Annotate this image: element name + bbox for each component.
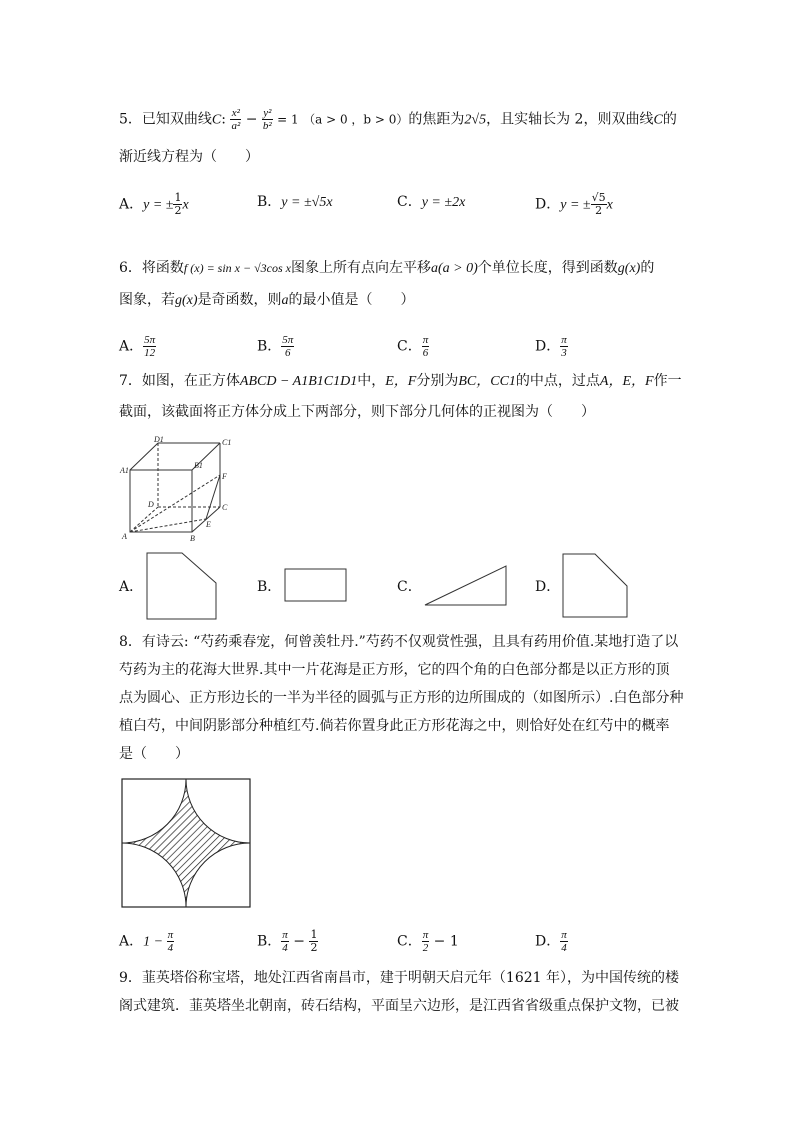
q5-option-c: C．y = ±2x [397,194,466,210]
cube-figure [118,435,238,545]
q5-option-d: D．y = ± $\frac{√5}{2}$ x [535,191,613,217]
q8-line3: 点为圆心、正方形边长的一半为半径的圆弧与正方形的边所围成的（如图所示）.白色部分种 [119,690,684,706]
q5-option-a: A．y = ± $\frac{1}{2}$ x [119,191,189,217]
q7-option-b-figure [284,568,348,606]
vertex-e: E [206,520,211,529]
q8-option-b: B． $\frac{\pi}{4}$ − $\frac{1}{2}$ [257,928,318,954]
vertex-a: A [122,532,127,541]
vertex-d1: D1 [154,435,164,444]
cube-front-face [130,470,192,532]
q8-line4: 植白芍，中间阴影部分种植红芍.倘若你置身此正方形花海之中，则恰好处在红芍中的概率 [119,718,670,734]
q7-option-b-label: B． [257,579,282,595]
q9-line1: 9．韮英塔俗称宝塔，地处江西省南昌市，建于明朝天启元年（1621 年），为中国传统的楼 [119,970,679,986]
vertex-a1: A1 [120,466,129,475]
vertex-c: C [222,503,228,512]
vertex-f: F [222,472,227,481]
flower-square-figure [121,778,251,910]
q5-line2: 渐近线方程为（ ） [119,149,259,165]
q6-option-c: C． $\frac{\pi}{6}$ [397,334,429,359]
q6-line2: 图象，若g(x)是奇函数，则a的最小值是（ ） [119,292,415,308]
q8-option-c: C． $\frac{\pi}{2}$ − 1 [397,929,459,954]
q7-option-a-label: A． [119,579,144,595]
q6-line1: 6．将函数f (x) = sin x − √3cos x图象上所有点向左平移a(a > 0)个单位长度，得到函数g(x)的 [119,260,655,276]
vertex-d: D [148,500,154,509]
q7-option-d-figure [562,553,630,619]
q7-option-a-figure [146,552,218,620]
q6-option-a: A． $\frac{5\pi}{12}$ [119,334,156,359]
q7-option-c-figure [424,565,508,607]
q8-line5: 是（ ） [119,746,189,762]
q9-line2: 阁式建筑．韮英塔坐北朝南，砖石结构，平面呈六边形，是江西省省级重点保护文物，已被 [119,998,679,1014]
q8-option-a: A．1 − $\frac{\pi}{4}$ [119,929,174,954]
q8-line2: 芍药为主的花海大世界.其中一片花海是正方形，它的四个角的白色部分都是以正方形的顶 [119,662,670,678]
vertex-b: B [190,534,195,543]
q8-option-d: D． $\frac{\pi}{4}$ [535,929,567,954]
q5-option-b: B．y = ±√5x [257,194,333,210]
q6-option-d: D． $\frac{\pi}{3}$ [535,334,567,359]
q7-option-d-label: D． [535,579,561,595]
q7-line2: 截面，该截面将正方体分成上下两部分，则下部分几何体的正视图为（ ） [119,404,595,420]
q8-line1: 8．有诗云: “芍药乘春宠，何曾羡牡丹.”芍药不仅观赏性强，且具有药用价值.某地打造了以 [119,634,679,650]
q5-line1: 5．已知双曲线C: $\frac{\text{x²}}{\text{a²}}$ − $\frac{\text{y²}}{\text{b²}}$ = 1 （a > 0 ，b > 0）的焦距为2√5，且实轴长为 2，则双曲线C的 [119,107,677,132]
q7-line1: 7．如图，在正方体ABCD − A1B1C1D1中，E，F分别为BC，CC1的中点，过点A，E，F作一 [119,373,682,389]
q7-option-c-label: C． [397,579,422,595]
q6-option-b: B． $\frac{5\pi}{6}$ [257,334,294,359]
vertex-b1: B1 [194,461,203,470]
vertex-c1: C1 [222,438,232,447]
